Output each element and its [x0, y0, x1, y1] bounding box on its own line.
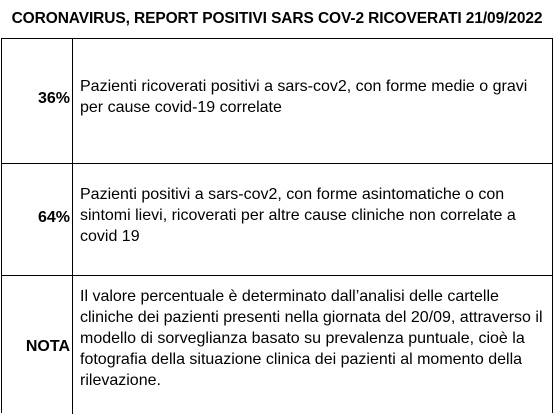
row-label-note: NOTA [25, 338, 70, 355]
report-title: CORONAVIRUS, REPORT POSITIVI SARS COV-2 RICOVERATI 21/09/2022 [11, 10, 543, 27]
table-row [2, 39, 552, 164]
row-note-text: Il valore percentuale è determinato dall’analisi delle cartelle cliniche dei pazienti presenti nella giornata del 20/09, attraverso il modello di sorveglianza basato su prevalenza puntuale, cioè la fotografia della situazione clinica dei pazienti al momento della rilevazione. [80, 288, 543, 389]
row-label-percentage: 64% [37, 209, 70, 226]
table-row [2, 164, 552, 276]
row-description: Pazienti positivi a sars-cov2, con forme asintomatiche o con sintomi lievi, ricoverati per altre cause cliniche non correlate a covid 19 [80, 186, 516, 245]
table-row [2, 276, 552, 414]
row-description: Pazienti ricoverati positivi a sars-cov2, con forme medie o gravi per cause covid-19 correlate [80, 78, 528, 116]
row-label-percentage: 36% [37, 90, 70, 107]
report-table [1, 38, 553, 413]
